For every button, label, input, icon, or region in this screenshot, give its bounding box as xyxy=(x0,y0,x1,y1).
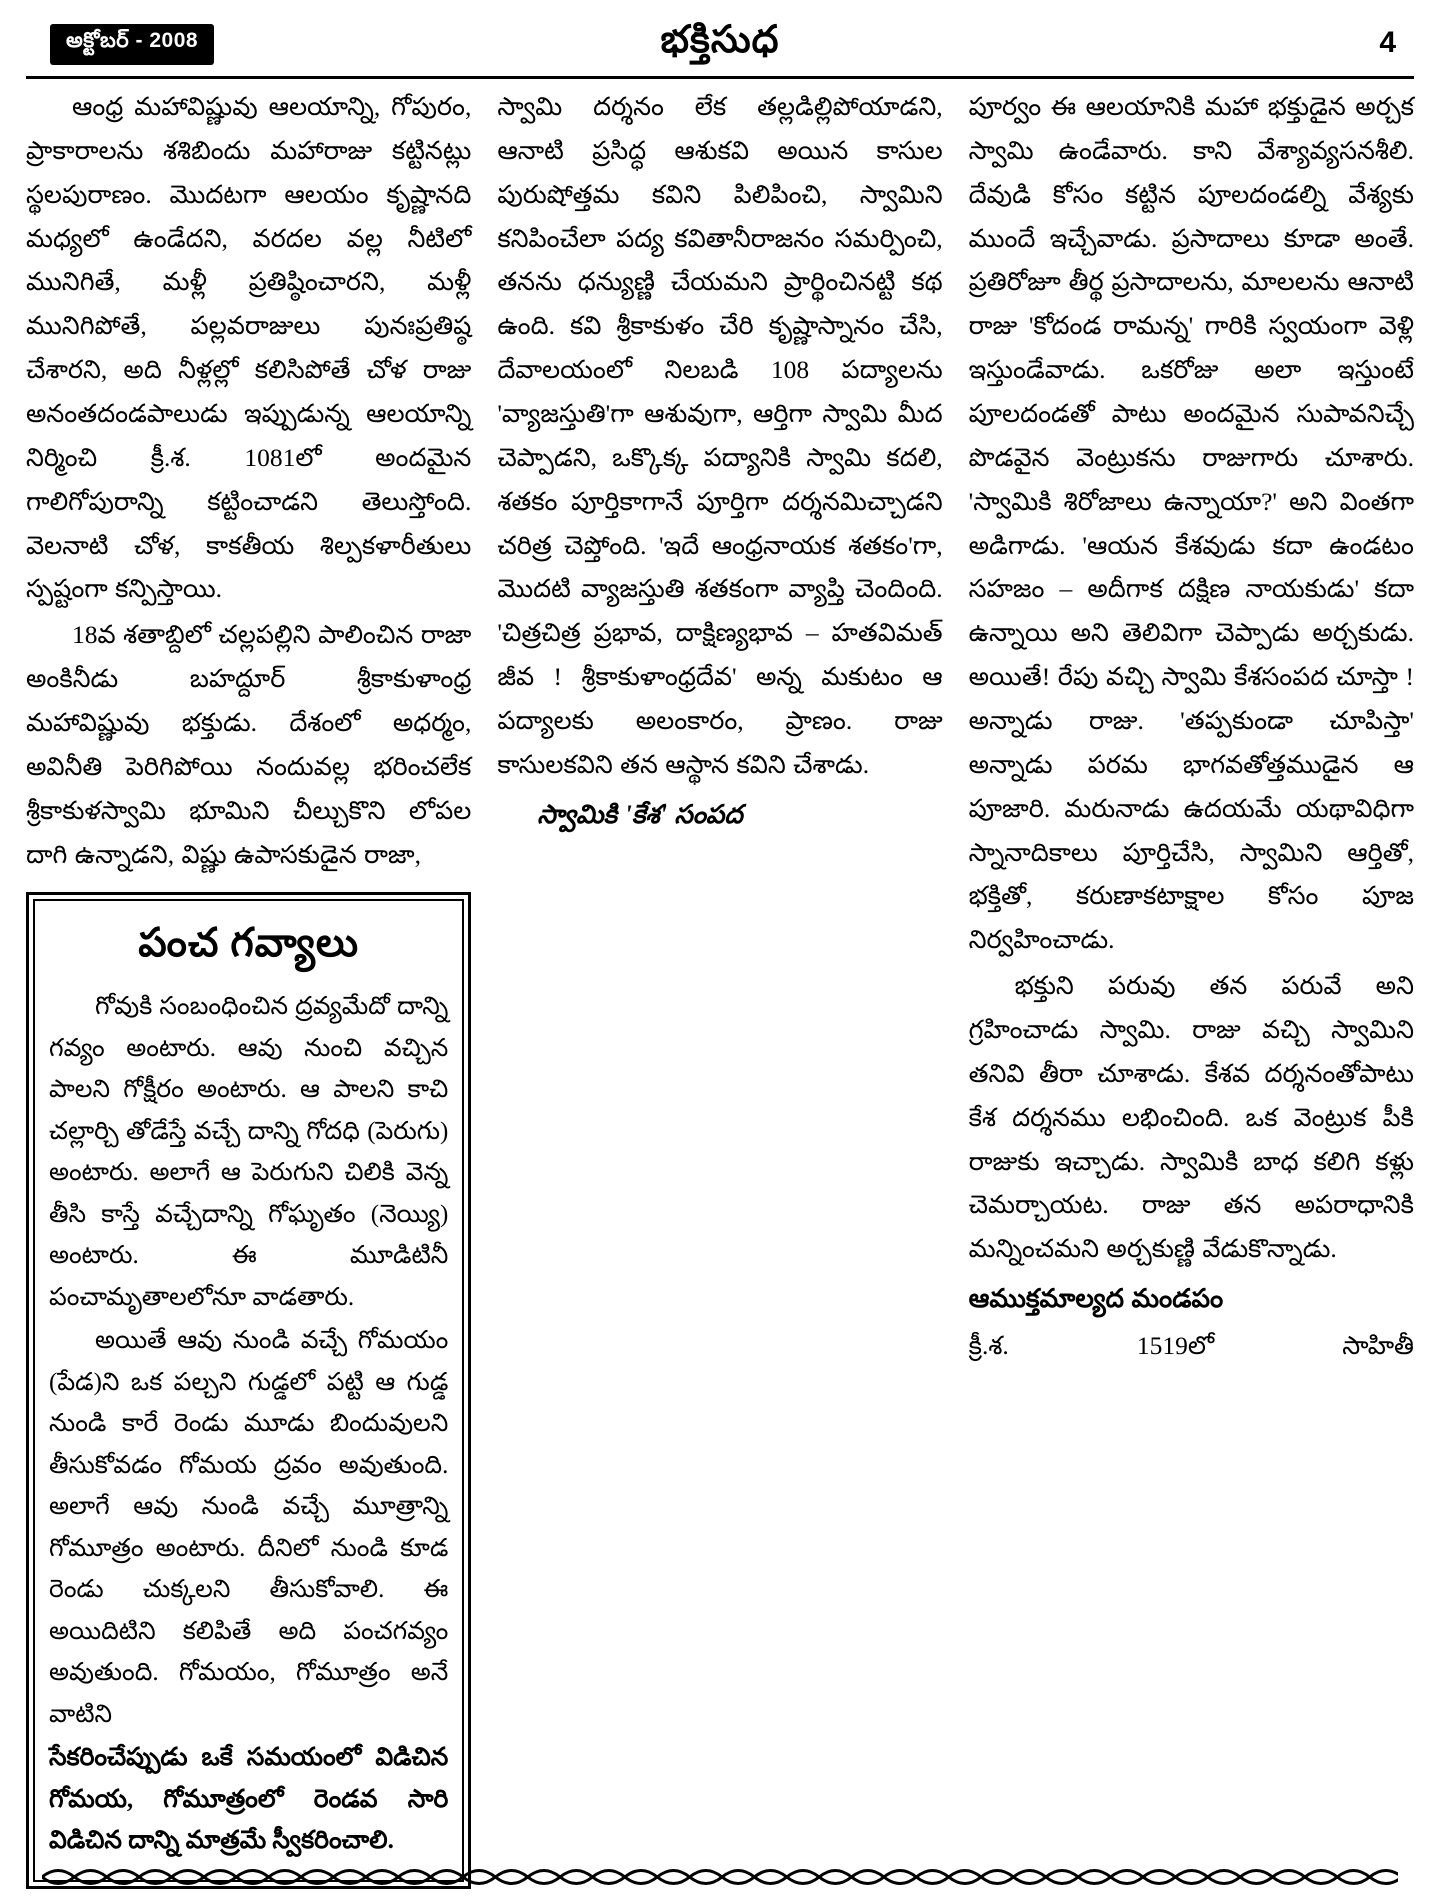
tail-word: సాహితీ xyxy=(1342,1330,1414,1360)
column-1 xyxy=(26,85,471,1889)
section-subheading: ఆముక్తమాల్యద మండపం xyxy=(968,1284,1224,1314)
box-paragraph-bold: సేకరించేప్పుడు ఒకే సమయంలో విడిచిన గోమయ, గోమూత్రంలో రెండవ సారి విడిచిన దాన్ని మాత్రమే స్వీకరించాలి. xyxy=(49,1744,449,1855)
tail-word: క్రీ.శ. xyxy=(968,1330,1009,1360)
paragraph: భక్తుని పరువు తన పరువే అని గ్రహించాడు స్వామి. రాజు వచ్చి స్వామిని తనివి తీరా చూశాడు. కేశవ దర్శనంతోపాటు కేశ దర్శనము లభించింది. ఒక వెంట్రుక పీకి రాజుకు ఇచ్చాడు. స్వామికి బాధ కలిగి కళ్లు చెమర్చాయట. రాజు తన అపరాధానికి మన్నించమని అర్చకుణ్ణి వేడుకొన్నాడు. xyxy=(968,971,1414,1264)
tail-line xyxy=(969,1324,1414,1368)
column-3 xyxy=(969,85,1414,1368)
box-title: పంచ గవ్యాలు xyxy=(138,920,360,966)
column-2 xyxy=(497,85,942,837)
paragraph: పూర్వం ఈ ఆలయానికి మహా భక్తుడైన అర్చక స్వామి ఉండేవారు. కాని వేశ్యావ్యసనశీలి. దేవుడి కోసం కట్టిన పూలదండల్ని వేశ్యకు ముందే ఇచ్చేవాడు. ప్రసాదాలు కూడా అంతే. ప్రతిరోజూ తీర్థ ప్రసాదాలను, మాలలను ఆనాటి రాజు 'కోదండ రామన్న' గారికి స్వయంగా వెళ్లి ఇస్తుండేవాడు. ఒకరోజు అలా ఇస్తుంటే పూలదండతో పాటు అందమైన సుపావనిచ్చే పొడవైన వెంట్రుకను రాజుగారు చూశారు. 'స్వామికి శిరోజాలు ఉన్నాయా?' అని వింతగా అడిగాడు. 'ఆయన కేశవుడు కదా ఉండటం సహజం – అదీగాక దక్షిణ నాయకుడు' కదా ఉన్నాయి అని తెలివిగా చెప్పాడు అర్చకుడు. అయితే! రేపు వచ్చి స్వామి కేశసంపద చూస్తా ! అన్నాడు రాజు. 'తప్పకుండా చూపిస్తా' అన్నాడు పరమ భాగవతోత్తముడైన ఆ పూజారి. మరునాడు ఉదయమే యథావిధిగా స్నానాదికాలు పూర్తిచేసి, స్వామిని ఆర్తితో, భక్తితో, కరుణాకటాక్షాల కోసం పూజ నిర్వహించాడు. xyxy=(968,92,1414,955)
paragraph: ఆంధ్ర మహావిష్ణువు ఆలయాన్ని, గోపురం, ప్రాకారాలను శశిబిందు మహారాజు కట్టినట్లు స్థలపురాణం. మొదటగా ఆలయం కృష్ణానది మధ్యలో ఉండేదని, వరదల వల్ల నీటిలో మునిగితే, మళ్లీ ప్రతిష్ఠించారని, మళ్లీ మునిగిపోతే, పల్లవరాజులు పునఃప్రతిష్ఠ చేశారని, అది నీళ్లల్లో కలిసిపోతే చోళ రాజు అనంతదండపాలుడు ఇప్పుడున్న ఆలయాన్ని నిర్మించి క్రీ.శ. 1081లో అందమైన గాలిగోపురాన్ని కట్టించాడని తెలుస్తోంది. వెలనాటి చోళ, కాకతీయ శిల్పకళారీతులు స్పష్టంగా కన్పిస్తాయి. xyxy=(26,92,472,604)
paragraph: స్వామి దర్శనం లేక తల్లడిల్లిపోయాడని, ఆనాటి ప్రసిద్ధ ఆశుకవి అయిన కాసుల పురుషోత్తమ కవిని పిలిపించి, స్వామిని కనిపించేలా పద్య కవితానీరాజనం సమర్పించి, తనను ధన్యుణ్ణి చేయమని ప్రార్థించినట్టి కథ ఉంది. కవి శ్రీకాకుళం చేరి కృష్ణాస్నానం చేసి, దేవాలయంలో నిలబడి 108 పద్యాలను 'వ్యాజస్తుతి'గా ఆశువుగా, ఆర్తిగా స్వామి మీద చెప్పాడని, ఒక్కొక్క పద్యానికి స్వామి కదలి, శతకం పూర్తికాగానే పూర్తిగా దర్శనమిచ్చాడని చరిత్ర చెప్తోంది. 'ఇదే ఆంధ్రనాయక శతకం'గా, మొదటి వ్యాజస్తుతి శతకంగా వ్యాప్తి చెందింది. 'చిత్రచిత్ర ప్రభావ, దాక్షిణ్యభావ – హతవిమత్ జీవ ! శ్రీకాకుళాంధ్రదేవ' అన్న మకుటం ఆ పద్యాలకు అలంకారం, ప్రాణం. రాజు కాసులకవిని తన ఆస్థాన కవిని చేశాడు. xyxy=(497,92,943,779)
box-paragraph: గోవుకి సంబంధించిన ద్రవ్యమేదో దాన్ని గవ్యం అంటారు. ఆవు నుంచి వచ్చిన పాలని గోక్షీరం అంటారు. ఆ పాలని కాచి చల్లార్చి తోడేస్తే వచ్చే దాన్ని గోదధి (పెరుగు) అంటారు. అలాగే ఆ పెరుగుని చిలికి వెన్న తీసి కాస్తే వచ్చేదాన్ని గోఘృతం (నెయ్యి) అంటారు. ఈ మూడిటినీ పంచామృతాలలోనూ వాడతారు. xyxy=(49,993,449,1311)
box-paragraph: అయితే ఆవు నుండి వచ్చే గోమయం (పేడ)ని ఒక పల్చని గుడ్డలో పట్టి ఆ గుడ్డ నుండి కారే రెండు మూడు బిందువులని తీసుకోవడం గోమయ ద్రవం అవుతుంది. అలాగే ఆవు నుండి వచ్చే మూత్రాన్ని గోమూత్రం అంటారు. దీనిలో నుండి కూడ రెండు చుక్కలని తీసుకోవాలి. ఈ అయిదిటిని కలిపితే అది పంచగవ్యం అవుతుంది. గోమయం, గోమూత్రం అనే వాటిని xyxy=(49,1327,449,1728)
article-columns xyxy=(26,85,1414,1855)
masthead xyxy=(26,18,1414,79)
issue-date-badge: అక్టోబర్ - 2008 xyxy=(50,24,214,65)
sidebar-box-panchagavyalu xyxy=(26,892,471,1889)
article-byline: స్వామికి 'కేశ' సంపద xyxy=(537,799,743,829)
paragraph: 18వ శతాబ్దిలో చల్లపల్లిని పాలించిన రాజా అంకినీడు బహద్దూర్ శ్రీకాకుళాంధ్ర మహావిష్ణువు భక్తుడు. దేశంలో అధర్మం, అవినీతి పెరిగిపోయి నందువల్ల భరించలేక శ్రీకాకుళస్వామి భూమిని చీల్చుకొని లోపల దాగి ఉన్నాడని, విష్ణు ఉపాసకుడైన రాజా, xyxy=(26,620,472,869)
magazine-title: భక్తిసుధ xyxy=(660,19,780,61)
page-number: 4 xyxy=(1379,26,1396,59)
tail-word: 1519లో xyxy=(1136,1330,1215,1360)
footer-ornament xyxy=(42,1864,1398,1890)
